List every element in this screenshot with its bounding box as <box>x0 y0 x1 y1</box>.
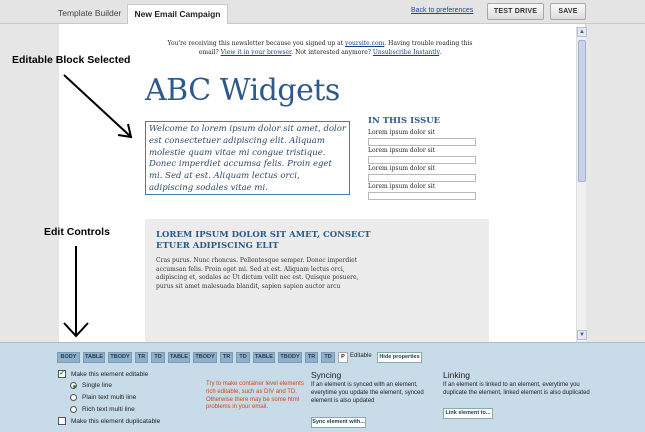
scroll-up-icon[interactable]: ▲ <box>577 27 587 37</box>
rich-text-radio[interactable] <box>70 406 77 413</box>
article-body[interactable]: Cras purus. Nunc rhoncus. Pellentesque semper. Donec imperdiet accumsan felis. Proin eget mi. Sed at est. Aliquam lectus orci, adipiscing et, sodales ac Ut dictum velit nec est. Quisque posuere, purus sit amet malesuada blandit, sapien sapien auctor arcu <box>156 257 359 290</box>
crumb-td[interactable]: TD <box>321 352 335 363</box>
tab-template-builder[interactable]: Template Builder <box>58 8 122 18</box>
issue-item-label: Lorem ipsum dolor sit <box>368 147 436 154</box>
crumb-td[interactable]: TD <box>151 352 165 363</box>
single-line-radio[interactable] <box>70 382 77 389</box>
unsubscribe-link[interactable]: Unsubscribe Instantly <box>372 49 440 56</box>
editable-warning: Try to make container level elements rich editable, such as DIV and TD. Otherwise there may be some html problems in your email. <box>206 381 304 411</box>
newsletter-notice <box>140 39 500 57</box>
back-to-preferences-link[interactable]: Back to preferences <box>411 7 474 14</box>
linking-title: Linking <box>443 370 470 380</box>
crumb-body[interactable]: BODY <box>57 352 80 363</box>
annotation-editable-block: Editable Block Selected <box>12 54 131 66</box>
syncing-description: If an element is synced with an element, everytime you update the element, synced element is also updated <box>311 382 424 404</box>
plain-text-label: Plain text multi line <box>82 394 137 401</box>
make-editable-checkbox[interactable]: ✓ <box>59 370 65 377</box>
notice-text: You're receiving this newsletter because you signed up at <box>167 40 346 47</box>
issue-item-field[interactable] <box>368 192 476 200</box>
hide-properties-button[interactable]: Hide properties <box>377 352 422 363</box>
notice-text: . Not interested anymore? <box>291 49 373 56</box>
issue-item[interactable] <box>368 183 478 200</box>
make-editable-label: Make this element editable <box>71 371 149 378</box>
crumb-tr[interactable]: TR <box>305 352 318 363</box>
plain-text-radio[interactable] <box>70 394 77 401</box>
issue-item-field[interactable] <box>368 156 476 164</box>
editable-block-selected[interactable]: Welcome to lorem ipsum dolor sit amet, dolor est consectetuer adipiscing elit. Aliquam molestie quam vitae mi congue tristique. Donec imperdiet accumsa felis. Proin eget mi. Sed at est. Aliquam lectus orci, adipiscing sodales vitae mi. <box>145 121 350 195</box>
issue-item[interactable] <box>368 165 478 182</box>
crumb-tbody[interactable]: TBODY <box>278 352 302 363</box>
issue-item-label: Lorem ipsum dolor sit <box>368 165 436 172</box>
crumb-tr[interactable]: TR <box>135 352 148 363</box>
issue-item-label: Lorem ipsum dolor sit <box>368 183 436 190</box>
issue-item-label: Lorem ipsum dolor sit <box>368 129 436 136</box>
test-drive-button[interactable]: TEST DRIVE <box>487 3 544 20</box>
crumb-p-current[interactable]: P <box>338 352 348 363</box>
crumb-tbody[interactable]: TBODY <box>193 352 217 363</box>
issue-item[interactable] <box>368 147 478 164</box>
crumb-table[interactable]: TABLE <box>253 352 275 363</box>
issue-title: IN THIS ISSUE <box>368 116 441 126</box>
canvas-scrollbar[interactable] <box>576 27 586 342</box>
notice-text: . <box>439 49 442 56</box>
notice-text: . Having trouble reading this <box>384 40 473 47</box>
issue-item-field[interactable] <box>368 138 476 146</box>
crumb-table[interactable]: TABLE <box>83 352 105 363</box>
crumb-tbody[interactable]: TBODY <box>108 352 132 363</box>
top-bar <box>0 0 645 24</box>
syncing-title: Syncing <box>311 370 342 380</box>
crumb-table[interactable]: TABLE <box>168 352 190 363</box>
crumb-td[interactable]: TD <box>236 352 250 363</box>
site-link[interactable]: yoursite.com <box>345 40 385 47</box>
rich-text-label: Rich text multi line <box>82 406 135 413</box>
editable-label: Editable <box>350 353 372 359</box>
duplicatable-label: Make this element duplicatable <box>71 418 161 425</box>
tab-new-email-campaign[interactable]: New Email Campaign <box>127 4 228 24</box>
crumb-tr[interactable]: TR <box>220 352 233 363</box>
scroll-down-icon[interactable]: ▼ <box>577 330 587 340</box>
brand-title: ABC Widgets <box>145 73 340 108</box>
article-heading[interactable]: LOREM IPSUM DOLOR SIT AMET, CONSECT ETUER ADIPISCING ELIT <box>156 230 371 251</box>
duplicatable-checkbox[interactable] <box>58 417 66 425</box>
issue-item[interactable] <box>368 129 478 146</box>
scroll-thumb[interactable] <box>578 40 586 182</box>
sync-element-button[interactable]: Sync element with... <box>311 417 366 428</box>
notice-text: email? <box>198 49 221 56</box>
issue-item-field[interactable] <box>368 174 476 182</box>
annotation-edit-controls: Edit Controls <box>44 226 110 238</box>
link-element-button[interactable]: Link element to... <box>443 408 493 419</box>
save-button[interactable]: SAVE <box>550 3 586 20</box>
linking-description: If an element is linked to an element, everytime you duplicate the element, linked element is also duplicated <box>443 382 590 396</box>
view-in-browser-link[interactable]: View it in your browser <box>220 49 292 56</box>
single-line-label: Single line <box>82 382 112 389</box>
